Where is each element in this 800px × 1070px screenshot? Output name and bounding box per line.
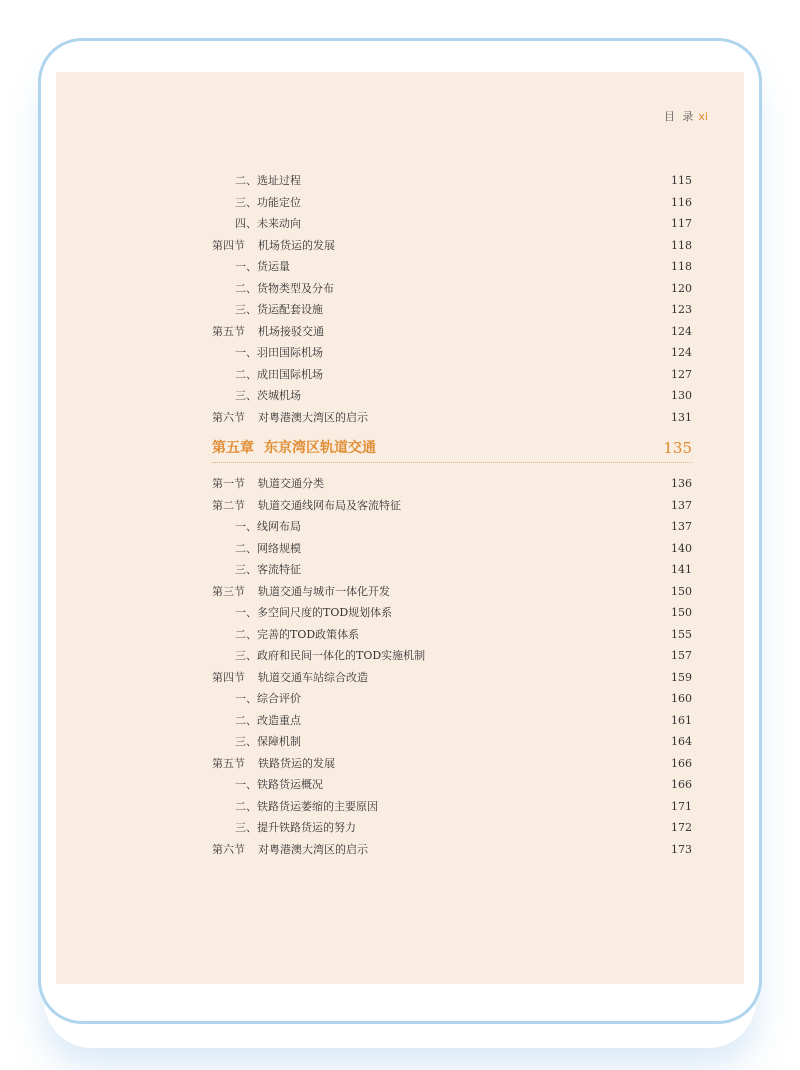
toc-subsection-row[interactable]: [212, 777, 692, 793]
entry-page: 137: [671, 520, 692, 533]
entry-title: 一、羽田国际机场: [235, 346, 323, 359]
entry-title: 三、货运配套设施: [235, 303, 323, 316]
book-page: [56, 72, 744, 984]
entry-title: 轨道交通与城市一体化开发: [258, 584, 390, 598]
toc-subsection-row[interactable]: [212, 281, 692, 297]
toc-subsection-row[interactable]: [212, 799, 692, 815]
entry-title: 一、多空间尺度的TOD规划体系: [235, 606, 393, 619]
toc-subsection-row[interactable]: [212, 302, 692, 318]
entry-page: 116: [671, 195, 692, 209]
entry-page: 140: [671, 541, 692, 555]
entry-title: 三、提升铁路货运的努力: [235, 821, 356, 834]
toc-section-row[interactable]: [212, 584, 692, 600]
entry-page: 124: [671, 346, 692, 359]
section-label: 第三节: [212, 584, 245, 598]
entry-title: 机场货运的发展: [258, 238, 335, 252]
chapter-title: 东京湾区轨道交通: [264, 440, 376, 456]
chapter-label: 第五章: [212, 440, 254, 456]
entry-title: 一、铁路货运概况: [235, 778, 323, 791]
section-label: 第四节: [212, 238, 245, 252]
toc-subsection-row[interactable]: [212, 367, 692, 383]
entry-page: 173: [671, 842, 692, 856]
entry-page: 155: [671, 627, 692, 641]
entry-title: 一、货运量: [235, 260, 290, 273]
toc-section-row[interactable]: [212, 756, 692, 772]
entry-page: 124: [671, 324, 692, 338]
entry-page: 171: [671, 799, 692, 813]
toc-section-row[interactable]: [212, 670, 692, 686]
toc-subsection-row[interactable]: [212, 562, 692, 578]
toc-subsection-row[interactable]: [212, 388, 692, 404]
toc-subsection-row[interactable]: [212, 648, 692, 664]
entry-title: 轨道交通分类: [258, 477, 324, 490]
entry-page: 115: [671, 174, 692, 187]
entry-title: 四、未来动向: [235, 217, 301, 230]
running-header: [664, 108, 708, 124]
entry-page: 117: [671, 217, 692, 230]
toc-subsection-row[interactable]: [212, 691, 692, 707]
chapter-heading[interactable]: [212, 438, 692, 463]
entry-title: 二、完善的TOD政策体系: [235, 627, 360, 641]
entry-page: 136: [671, 477, 692, 490]
entry-page: 131: [671, 410, 692, 424]
entry-title: 二、选址过程: [235, 174, 301, 187]
entry-page: 150: [671, 584, 692, 598]
section-label: 第二节: [212, 498, 245, 512]
entry-title: 一、综合评价: [235, 692, 301, 705]
toc-subsection-row[interactable]: [212, 216, 692, 232]
entry-page: 118: [671, 238, 692, 252]
entry-page: 164: [671, 735, 692, 748]
toc-section-row[interactable]: [212, 238, 692, 254]
section-label: 第五节: [212, 324, 245, 338]
entry-page: 172: [671, 821, 692, 834]
toc-subsection-row[interactable]: [212, 713, 692, 729]
toc-section-row[interactable]: [212, 842, 692, 858]
toc-subsection-row[interactable]: [212, 734, 692, 750]
toc-subsection-row[interactable]: [212, 627, 692, 643]
toc-section-row[interactable]: [212, 476, 692, 492]
toc-subsection-row[interactable]: [212, 541, 692, 557]
toc-subsection-row[interactable]: [212, 195, 692, 211]
entry-title: 三、客流特征: [235, 563, 301, 576]
entry-title: 二、货物类型及分布: [235, 281, 334, 295]
entry-page: 120: [671, 281, 692, 295]
entry-title: 三、功能定位: [235, 195, 301, 209]
entry-title: 对粤港澳大湾区的启示: [258, 842, 368, 856]
entry-title: 一、线网布局: [235, 520, 301, 533]
toc-subsection-row[interactable]: [212, 519, 692, 535]
entry-page: 137: [671, 498, 692, 512]
toc-subsection-row[interactable]: [212, 259, 692, 275]
entry-title: 二、网络规模: [235, 541, 301, 555]
entry-title: 二、改造重点: [235, 713, 301, 727]
toc-section-row[interactable]: [212, 498, 692, 514]
entry-title: 二、成田国际机场: [235, 367, 323, 381]
entry-title: 对粤港澳大湾区的启示: [258, 410, 368, 424]
entry-page: 123: [671, 303, 692, 316]
section-label: 第六节: [212, 842, 245, 856]
entry-page: 159: [671, 670, 692, 684]
entry-title: 三、政府和民间一体化的TOD实施机制: [235, 649, 426, 662]
entry-page: 160: [671, 692, 692, 705]
entry-page: 127: [671, 367, 692, 381]
header-label: 目 录: [663, 110, 696, 123]
entry-page: 166: [671, 778, 692, 791]
toc-subsection-row[interactable]: [212, 173, 692, 189]
entry-page: 118: [671, 260, 692, 273]
entry-title: 轨道交通线网布局及客流特征: [258, 498, 401, 512]
section-label: 第六节: [212, 410, 245, 424]
toc-section-row[interactable]: [212, 410, 692, 426]
entry-title: 三、茨城机场: [235, 389, 301, 402]
section-label: 第五节: [212, 756, 245, 770]
toc-subsection-row[interactable]: [212, 605, 692, 621]
toc-section-row[interactable]: [212, 324, 692, 340]
chapter-page: 135: [663, 439, 692, 457]
entry-page: 130: [671, 389, 692, 402]
entry-page: 157: [671, 649, 692, 662]
entry-title: 轨道交通车站综合改造: [258, 670, 368, 684]
toc-subsection-row[interactable]: [212, 345, 692, 361]
entry-page: 141: [671, 563, 692, 576]
entry-page: 150: [671, 606, 692, 619]
entry-page: 161: [671, 713, 692, 727]
entry-title: 铁路货运的发展: [258, 756, 335, 770]
entry-title: 二、铁路货运萎缩的主要原因: [235, 799, 378, 813]
section-label: 第四节: [212, 670, 245, 684]
entry-page: 166: [671, 756, 692, 770]
entry-title: 三、保障机制: [235, 735, 301, 748]
section-label: 第一节: [212, 477, 245, 490]
entry-title: 机场接驳交通: [258, 324, 324, 338]
header-page-number: xi: [698, 110, 708, 123]
toc-subsection-row[interactable]: [212, 820, 692, 836]
